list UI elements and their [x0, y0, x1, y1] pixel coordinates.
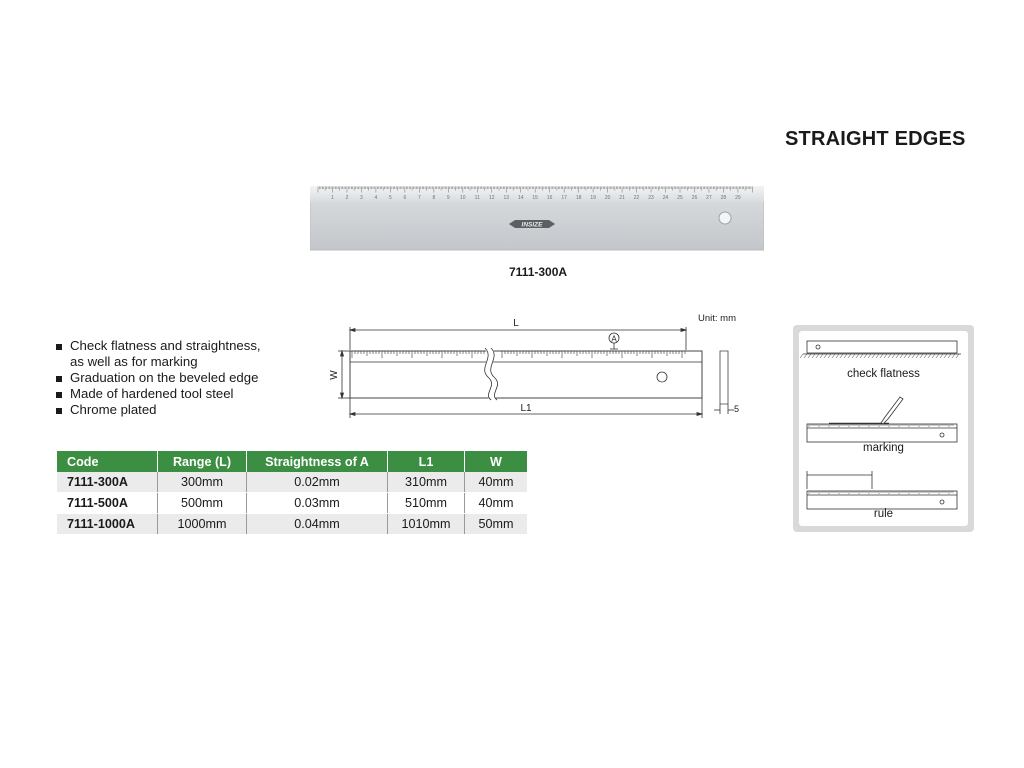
cell-l1: 1010mm: [388, 514, 465, 535]
label-W: W: [329, 370, 340, 380]
label-A: A: [611, 334, 617, 344]
svg-text:1: 1: [331, 195, 334, 201]
svg-text:2: 2: [345, 195, 349, 201]
cell-range: 500mm: [158, 493, 247, 514]
usage-label-marking: marking: [863, 442, 904, 454]
usage-illustrations: [799, 331, 968, 526]
spec-table: [57, 451, 527, 535]
table-header-row: [57, 451, 527, 472]
cell-straightness: 0.03mm: [247, 493, 388, 514]
product-photo: [310, 186, 764, 252]
header-w: W: [465, 451, 528, 472]
svg-text:21: 21: [619, 195, 625, 201]
svg-text:25: 25: [677, 195, 683, 201]
svg-text:26: 26: [691, 195, 698, 201]
svg-text:13: 13: [503, 195, 510, 201]
svg-text:12: 12: [488, 195, 495, 201]
dimension-drawing: [328, 310, 758, 430]
cell-straightness: 0.02mm: [247, 472, 388, 493]
svg-text:11: 11: [474, 195, 480, 201]
svg-text:5: 5: [389, 195, 392, 201]
cell-range: 300mm: [158, 472, 247, 493]
header-straightness: Straightness of A: [247, 451, 388, 472]
usage-label-check-flatness: check flatness: [847, 368, 920, 380]
svg-text:17: 17: [561, 195, 567, 201]
unit-label: Unit: mm: [698, 313, 736, 324]
svg-text:14: 14: [517, 195, 524, 201]
cell-straightness: 0.04mm: [247, 514, 388, 535]
svg-text:20: 20: [604, 195, 611, 201]
svg-text:16: 16: [546, 195, 553, 201]
cell-l1: 510mm: [388, 493, 465, 514]
feature-item: Made of hardened tool steel: [56, 386, 261, 402]
svg-text:6: 6: [403, 195, 407, 201]
svg-text:22: 22: [633, 195, 640, 201]
usage-panel: [793, 325, 974, 532]
svg-text:28: 28: [720, 195, 727, 201]
feature-item: Graduation on the beveled edge: [56, 370, 261, 386]
svg-text:29: 29: [735, 195, 741, 201]
feature-item: Check flatness and straightness, as well as for marking: [56, 338, 261, 370]
feature-item: Chrome plated: [56, 402, 261, 418]
usage-panel-inner: [799, 331, 968, 526]
table-row: [57, 493, 527, 514]
table-row: [57, 472, 527, 493]
svg-text:18: 18: [575, 195, 582, 201]
svg-text:23: 23: [648, 195, 654, 201]
label-thickness: 5: [734, 404, 740, 414]
header-range: Range (L): [158, 451, 247, 472]
svg-text:INSIZE: INSIZE: [521, 221, 543, 229]
label-L: L: [513, 318, 519, 329]
cell-w: 40mm: [465, 472, 528, 493]
cell-w: 40mm: [465, 493, 528, 514]
svg-text:7: 7: [417, 195, 421, 201]
brand-logo: [509, 220, 555, 229]
feature-list: [56, 338, 261, 418]
header-code: Code: [57, 451, 158, 472]
product-model-caption: 7111-300A: [509, 265, 568, 279]
cell-range: 1000mm: [158, 514, 247, 535]
cell-code: 7111-1000A: [57, 514, 158, 535]
svg-text:27: 27: [706, 195, 712, 201]
svg-text:8: 8: [432, 195, 436, 201]
cell-code: 7111-500A: [57, 493, 158, 514]
svg-text:4: 4: [374, 195, 378, 201]
page-title: STRAIGHT EDGES: [785, 128, 966, 150]
cell-code: 7111-300A: [57, 472, 158, 493]
header-l1: L1: [388, 451, 465, 472]
svg-text:15: 15: [532, 195, 538, 201]
cell-l1: 310mm: [388, 472, 465, 493]
svg-text:9: 9: [446, 195, 450, 201]
usage-label-rule: rule: [873, 508, 894, 520]
svg-text:19: 19: [590, 195, 596, 201]
label-L1: L1: [520, 403, 532, 414]
cell-w: 50mm: [465, 514, 528, 535]
svg-text:24: 24: [662, 195, 669, 201]
svg-text:3: 3: [360, 195, 363, 201]
table-row: [57, 514, 527, 535]
svg-text:10: 10: [460, 195, 466, 201]
